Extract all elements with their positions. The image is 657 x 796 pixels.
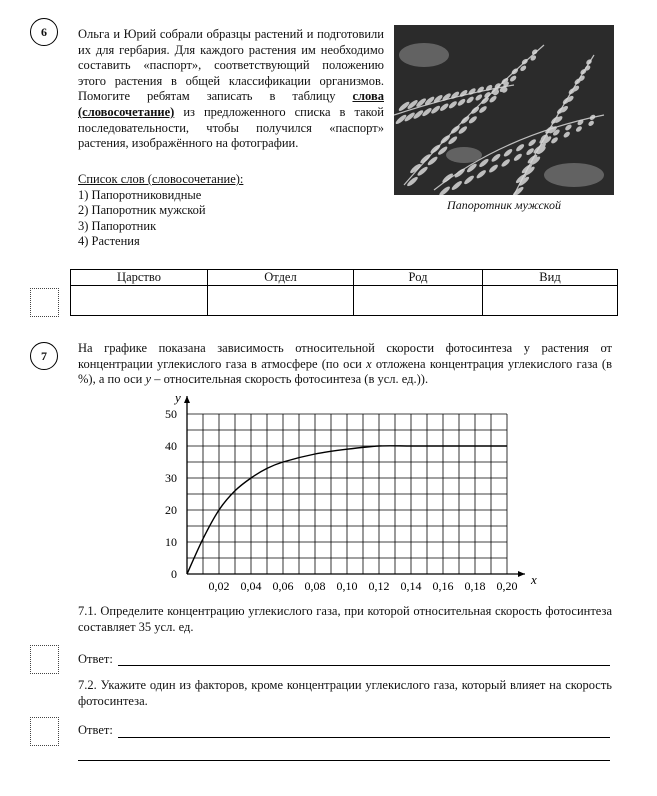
task-6-score-box[interactable]: [30, 288, 59, 317]
classification-table: [70, 269, 618, 316]
task-7-number: 7: [30, 342, 58, 370]
task-6-number: 6: [30, 18, 58, 46]
task-6-text: [78, 27, 384, 152]
answer-7-1-line[interactable]: [118, 665, 610, 666]
task-7-text-c: – относительная скорость фотосинтеза (в усл. ед.)).: [151, 372, 429, 387]
x-tick-label: 0,10: [336, 579, 358, 593]
list-item: 2) Папоротник мужской: [78, 203, 206, 217]
fern-photo: [394, 25, 614, 195]
x-tick-label: 0,18: [464, 579, 486, 593]
x-tick-label: 0,02: [208, 579, 230, 593]
cell-genus[interactable]: [354, 286, 483, 316]
task-7-text-a: На графике показана зависимость относительной скорости фотосинтеза у растения от концентрации углекислого газа в атмосфере (по оси: [78, 341, 612, 371]
task-7-text-y: y: [145, 372, 152, 387]
x-tick-label: 0,04: [240, 579, 262, 593]
x-tick-label: 0,20: [496, 579, 518, 593]
photo-caption: Папоротник мужской: [447, 198, 561, 212]
cell-division[interactable]: [208, 286, 354, 316]
y-tick-labels: [165, 407, 177, 581]
header-genus: Род: [354, 270, 483, 286]
list-item: 4) Растения: [78, 234, 140, 248]
y-tick-label: 0: [171, 567, 177, 581]
y-axis-label: y: [175, 390, 181, 405]
answer-7-2-line[interactable]: [118, 737, 610, 738]
header-division: Отдел: [208, 270, 354, 286]
task-7-text: [78, 341, 612, 388]
task-7-2-score-box[interactable]: [30, 717, 59, 746]
word-list-title: Список слов (словосочетание):: [78, 172, 244, 186]
question-7-1: 7.1. Определите концентрацию углекислого газа, при которой относительная скорость фотосинтеза составляет 35 усл. ед.: [78, 604, 612, 634]
list-item: 3) Папоротник: [78, 218, 157, 233]
y-tick-label: 20: [165, 503, 177, 517]
x-axis-label: x: [531, 572, 537, 587]
y-axis-arrow: [184, 396, 190, 403]
cell-kingdom[interactable]: [71, 286, 208, 316]
cell-species[interactable]: [483, 286, 618, 316]
word-list: [78, 172, 243, 250]
header-species: Вид: [483, 270, 618, 286]
answer-7-1-label: Ответ:: [78, 652, 113, 666]
answer-7-2-line-2[interactable]: [78, 760, 610, 761]
header-kingdom: Царство: [71, 270, 208, 286]
task-6-text-bold: слова (словосочетание): [78, 89, 384, 119]
y-tick-label: 30: [165, 471, 177, 485]
task-6-text-end: из предложенного списка в такой последовательности, чтобы получился «паспорт» растения, изображённого на фотографии.: [78, 104, 384, 151]
x-tick-label: 0,06: [272, 579, 294, 593]
y-tick-label: 10: [165, 535, 177, 549]
x-tick-label: 0,12: [368, 579, 390, 593]
task-7-text-x: x: [366, 356, 372, 371]
fern-illustration: [394, 25, 614, 195]
answer-7-2-label: Ответ:: [78, 723, 113, 737]
task-7-1-score-box[interactable]: [30, 645, 59, 674]
x-tick-label: 0,14: [400, 579, 422, 593]
task-6-text-start: Ольга и Юрий собрали образцы растений и подготовили их для гербария. Для каждого растения им необходимо составить «паспорт», соответствующий положению этого растения в общей классификации организмов. Помогите ребятам записать в таблицу: [78, 27, 384, 104]
y-tick-label: 40: [165, 439, 177, 453]
question-7-2: 7.2. Укажите один из факторов, кроме концентрации углекислого газа, который влияет на скорость фотосинтеза.: [78, 678, 612, 708]
x-tick-label: 0,08: [304, 579, 326, 593]
x-axis-arrow: [518, 571, 525, 577]
y-tick-label: 50: [165, 407, 177, 421]
photosynthesis-chart: [150, 388, 540, 598]
list-item: 1) Папоротниковидные: [78, 187, 202, 202]
x-tick-labels: [209, 579, 518, 593]
task-7-text-b: отложена концентрация углекислого газа (в %), а по оси: [78, 356, 612, 387]
chart-grid: [187, 414, 507, 574]
x-tick-label: 0,16: [432, 579, 454, 593]
